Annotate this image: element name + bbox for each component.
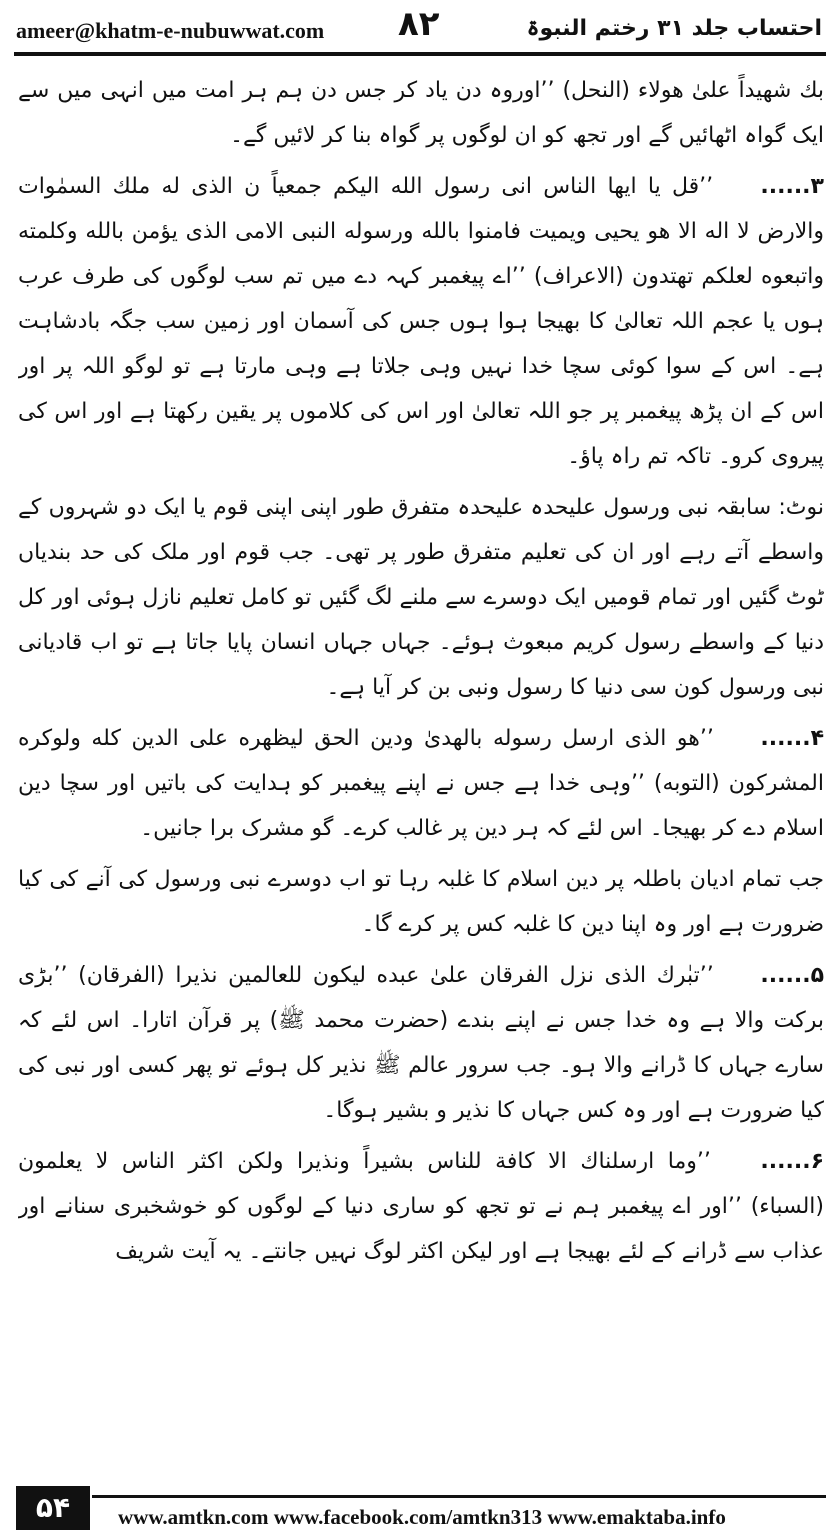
page-body — [18, 68, 824, 1468]
paragraph-verse-5 — [18, 953, 824, 1133]
footer-page-label: ۵۴ — [16, 1486, 90, 1530]
paragraph-verse-4 — [18, 716, 824, 851]
verse-number-3: ۳...... — [760, 174, 824, 199]
verse-number-6: ۶...... — [760, 1149, 824, 1174]
paragraph-1: بك شهيداً علىٰ هولاء (النحل) ’’اوروہ دن یاد کر جس دن ہم ہر امت میں انہی میں سے ایک گواہ اٹھائیں گے اور تجھ کو ان لوگوں پر گواہ بنا کر لائیں گے۔ — [18, 78, 824, 148]
verse-6-text: ’’وما ارسلناك الا كافة للناس بشيراً ونذيرا ولكن اكثر الناس لا يعلمون (السباء) ’’اور اے پیغمبر ہم نے تو تجھ کو ساری دنیا کے لوگوں کو خوشخبری سنانے اور عذاب سے ڈرانے کے لئے بھیجا ہے اور لیکن اکثر لوگ نہیں جانتے۔ یہ آیت شریف — [18, 1149, 824, 1264]
header-book-title: احتساب جلد ۳۱ رختم النبوۃ — [526, 16, 822, 41]
header-rule — [14, 52, 826, 56]
verse-4-text: ’’هو الذى ارسل رسوله بالهدىٰ ودين الحق ليظهره على الدين كله ولوكره المشركون (التوبه) ’’وہی خدا ہے جس نے اپنے پیغمبر کو ہدایت کی باتیں اور سچا دین اسلام دے کر بھیجا۔ اس لئے کہ ہر دین پر غالب کرے۔ گو مشرک برا جانیں۔ — [18, 726, 824, 841]
header-email[interactable]: ameer@khatm-e-nubuwwat.com — [16, 18, 325, 43]
verse-number-5: ۵...... — [760, 963, 824, 988]
paragraph-verse-6 — [18, 1139, 824, 1274]
page-header — [0, 0, 840, 54]
footer-links[interactable]: www.amtkn.com www.facebook.com/amtkn313 www.emaktaba.info — [118, 1505, 726, 1529]
verse-5-text: ’’تبٰرك الذى نزل الفرقان علىٰ عبده ليكون للعالمين نذيرا (الفرقان) ’’بڑی برکت والا ہے وہ خدا جس نے اپنے بندے (حضرت محمد ﷺ) پر قرآن اتارا۔ اس لئے کہ سارے جہاں کا ڈرانے والا ہو۔ جب سرور عالم ﷺ نذیر کل ہوئے تو پھر کسی اور نبی کی کیا ضرورت ہے اور وہ کس جہاں کا نذیر و بشیر ہوگا۔ — [18, 963, 824, 1123]
header-page-number: ۸۲ — [398, 4, 440, 44]
verse-number-4: ۴...... — [760, 726, 824, 751]
note-paragraph: نوٹ: سابقہ نبی ورسول علیحدہ علیحدہ متفرق طور اپنی اپنی قوم یا ایک دو شہروں کے واسطے آتے رہے اور ان کی تعلیم متفرق طور پر تھی۔ جب قوم اور ملک کی حد بندیاں ٹوٹ گئیں اور تمام قومیں ایک دوسرے سے ملنے لگ گئیں تو کامل تعلیم نازل ہوئی اور کل دنیا کے واسطے رسول کریم مبعوث ہوئے۔ جہاں جہاں انسان پایا جاتا ہے تو اب قادیانی نبی ورسول کون سی دنیا کا رسول ونبی بن کر آیا ہے۔ — [18, 495, 824, 700]
paragraph-verse-3 — [18, 164, 824, 479]
paragraph-5: جب تمام ادیان باطلہ پر دین اسلام کا غلبہ رہا تو اب دوسرے نبی ورسول کی آنے کی کیا ضرورت ہے اور وہ اپنا دین کا غلبہ کس پر کرے گا۔ — [18, 867, 824, 937]
verse-3-text: ’’قل يا ايها الناس انى رسول الله اليكم جمعياً ن الذى له ملك السمٰوات والارض لا اله الا هو يحيى ويميت فامنوا بالله ورسوله النبى الامى الذى يؤمن بالله وكلمته واتبعوه لعلكم تهتدون (الاعراف) ’’اے پیغمبر کہہ دے میں تم سب لوگوں کی طرف عرب ہوں یا عجم اللہ تعالیٰ کا بھیجا ہوا ہوں جس کی آسمان اور زمین سب جگہ بادشاہت ہے۔ اس کے سوا کوئی سچا خدا نہیں وہی جلاتا ہے وہی مارتا ہے تو لوگو اللہ پر اور اس کے ان پڑھ پیغمبر پر جو اللہ تعالیٰ اور اس کی کلاموں پر یقین رکھتا ہے اور اس کی پیروی کرو۔ تاکہ تم راہ پاؤ۔ — [18, 174, 824, 469]
footer-rule — [92, 1495, 826, 1498]
